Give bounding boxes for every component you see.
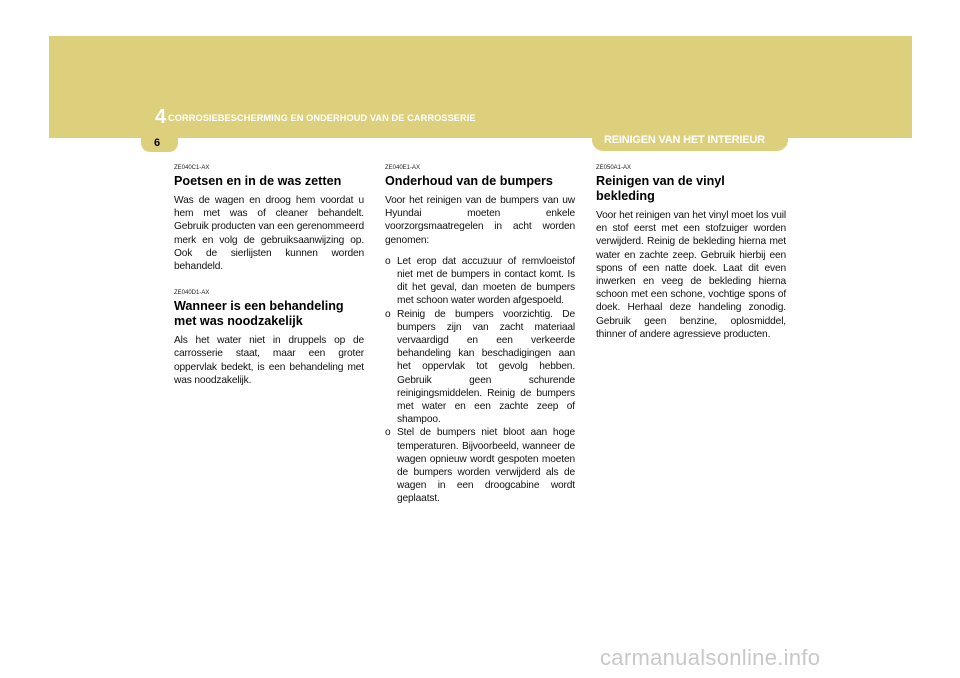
- watermark: carmanualsonline.info: [600, 645, 821, 670]
- column-vinyl: [596, 164, 786, 341]
- section-text: Voor het reinigen van het vinyl moet los vuil en stof eerst met een stofzuiger worden verwijderd. Reinig de bekleding hierna met water en zachte zeep. Gebruik hierbij een spons of een natte doek. Laat dit even inwerken en veeg de bekleding hierna schoon met een schone, vochtige spons of doek. Herhaal deze handeling zonodig. Gebruik geen benzine, oplosmiddel, thinner of andere agressieve producten.: [596, 210, 786, 340]
- list-item-text: Reinig de bumpers voorzichtig. De bumpers zijn van zacht materiaal vervaardigd en een verkeerde behandeling kan beschadigingen aan het oppervlak tot gevolg hebben. Gebruik geen schurende reinigingsmiddelen. Reinig de bumpers met water en een zachte zeep of shampoo.: [397, 308, 575, 426]
- section-title: REINIGEN VAN HET INTERIEUR: [604, 134, 765, 146]
- section-heading: Onderhoud van de bumpers: [385, 174, 553, 188]
- section-code: ZE040C1-AX: [174, 165, 210, 171]
- list-item: [385, 426, 575, 505]
- section-code: ZE040E1-AX: [385, 165, 421, 171]
- list-item-text: Stel de bumpers niet bloot aan hoge temperaturen. Bijvoorbeeld, wanneer de wagen opnieuw wordt gespoten moeten de bumpers worden verwijderd als de wagen in een droogcabine wordt geplaatst.: [397, 427, 575, 505]
- bullet-mark: o: [385, 427, 391, 439]
- chapter-number: 4: [155, 106, 167, 128]
- section-text: Als het water niet in druppels op de carrosserie staat, maar een groter oppervlak bedekt, is een behandeling met was noodzakelijk.: [174, 335, 364, 386]
- section-heading: Reinigen van de vinyl bekleding: [596, 174, 725, 203]
- bullet-mark: o: [385, 255, 391, 267]
- list-item: [385, 308, 575, 427]
- bullet-list: [385, 255, 575, 506]
- list-item: [385, 255, 575, 308]
- page-number: 6: [154, 137, 161, 149]
- column-bumpers: [385, 164, 575, 506]
- list-item-text: Let erop dat accuzuur of remvloeistof niet met de bumpers in contact komt. Is dit het geval, dan moeten de bumpers met schoon water worden afgespoeld.: [397, 255, 575, 307]
- section-heading: Wanneer is een behandeling met was noodzakelijk: [174, 299, 344, 329]
- section-code: ZE050A1-AX: [596, 165, 632, 171]
- section-text: Was de wagen en droog hem voordat u hem met was of cleaner behandelt. Gebruik producten van een gerenommeerd merk en volg de gebruiksaanwijzing op. Ook de sierlijsten kunnen worden behandeld.: [174, 195, 364, 273]
- section-intro: Voor het reinigen van de bumpers van uw Hyundai moeten enkele voorzorgsmaatregelen in acht worden genomen:: [385, 195, 575, 246]
- chapter-title: CORROSIEBESCHERMING EN ONDERHOUD VAN DE CARROSSERIE: [168, 113, 476, 123]
- column-waxing: [174, 164, 364, 387]
- bullet-mark: o: [385, 308, 391, 320]
- section-code: ZE040D1-AX: [174, 290, 210, 297]
- section-heading: Poetsen en in de was zetten: [174, 174, 342, 188]
